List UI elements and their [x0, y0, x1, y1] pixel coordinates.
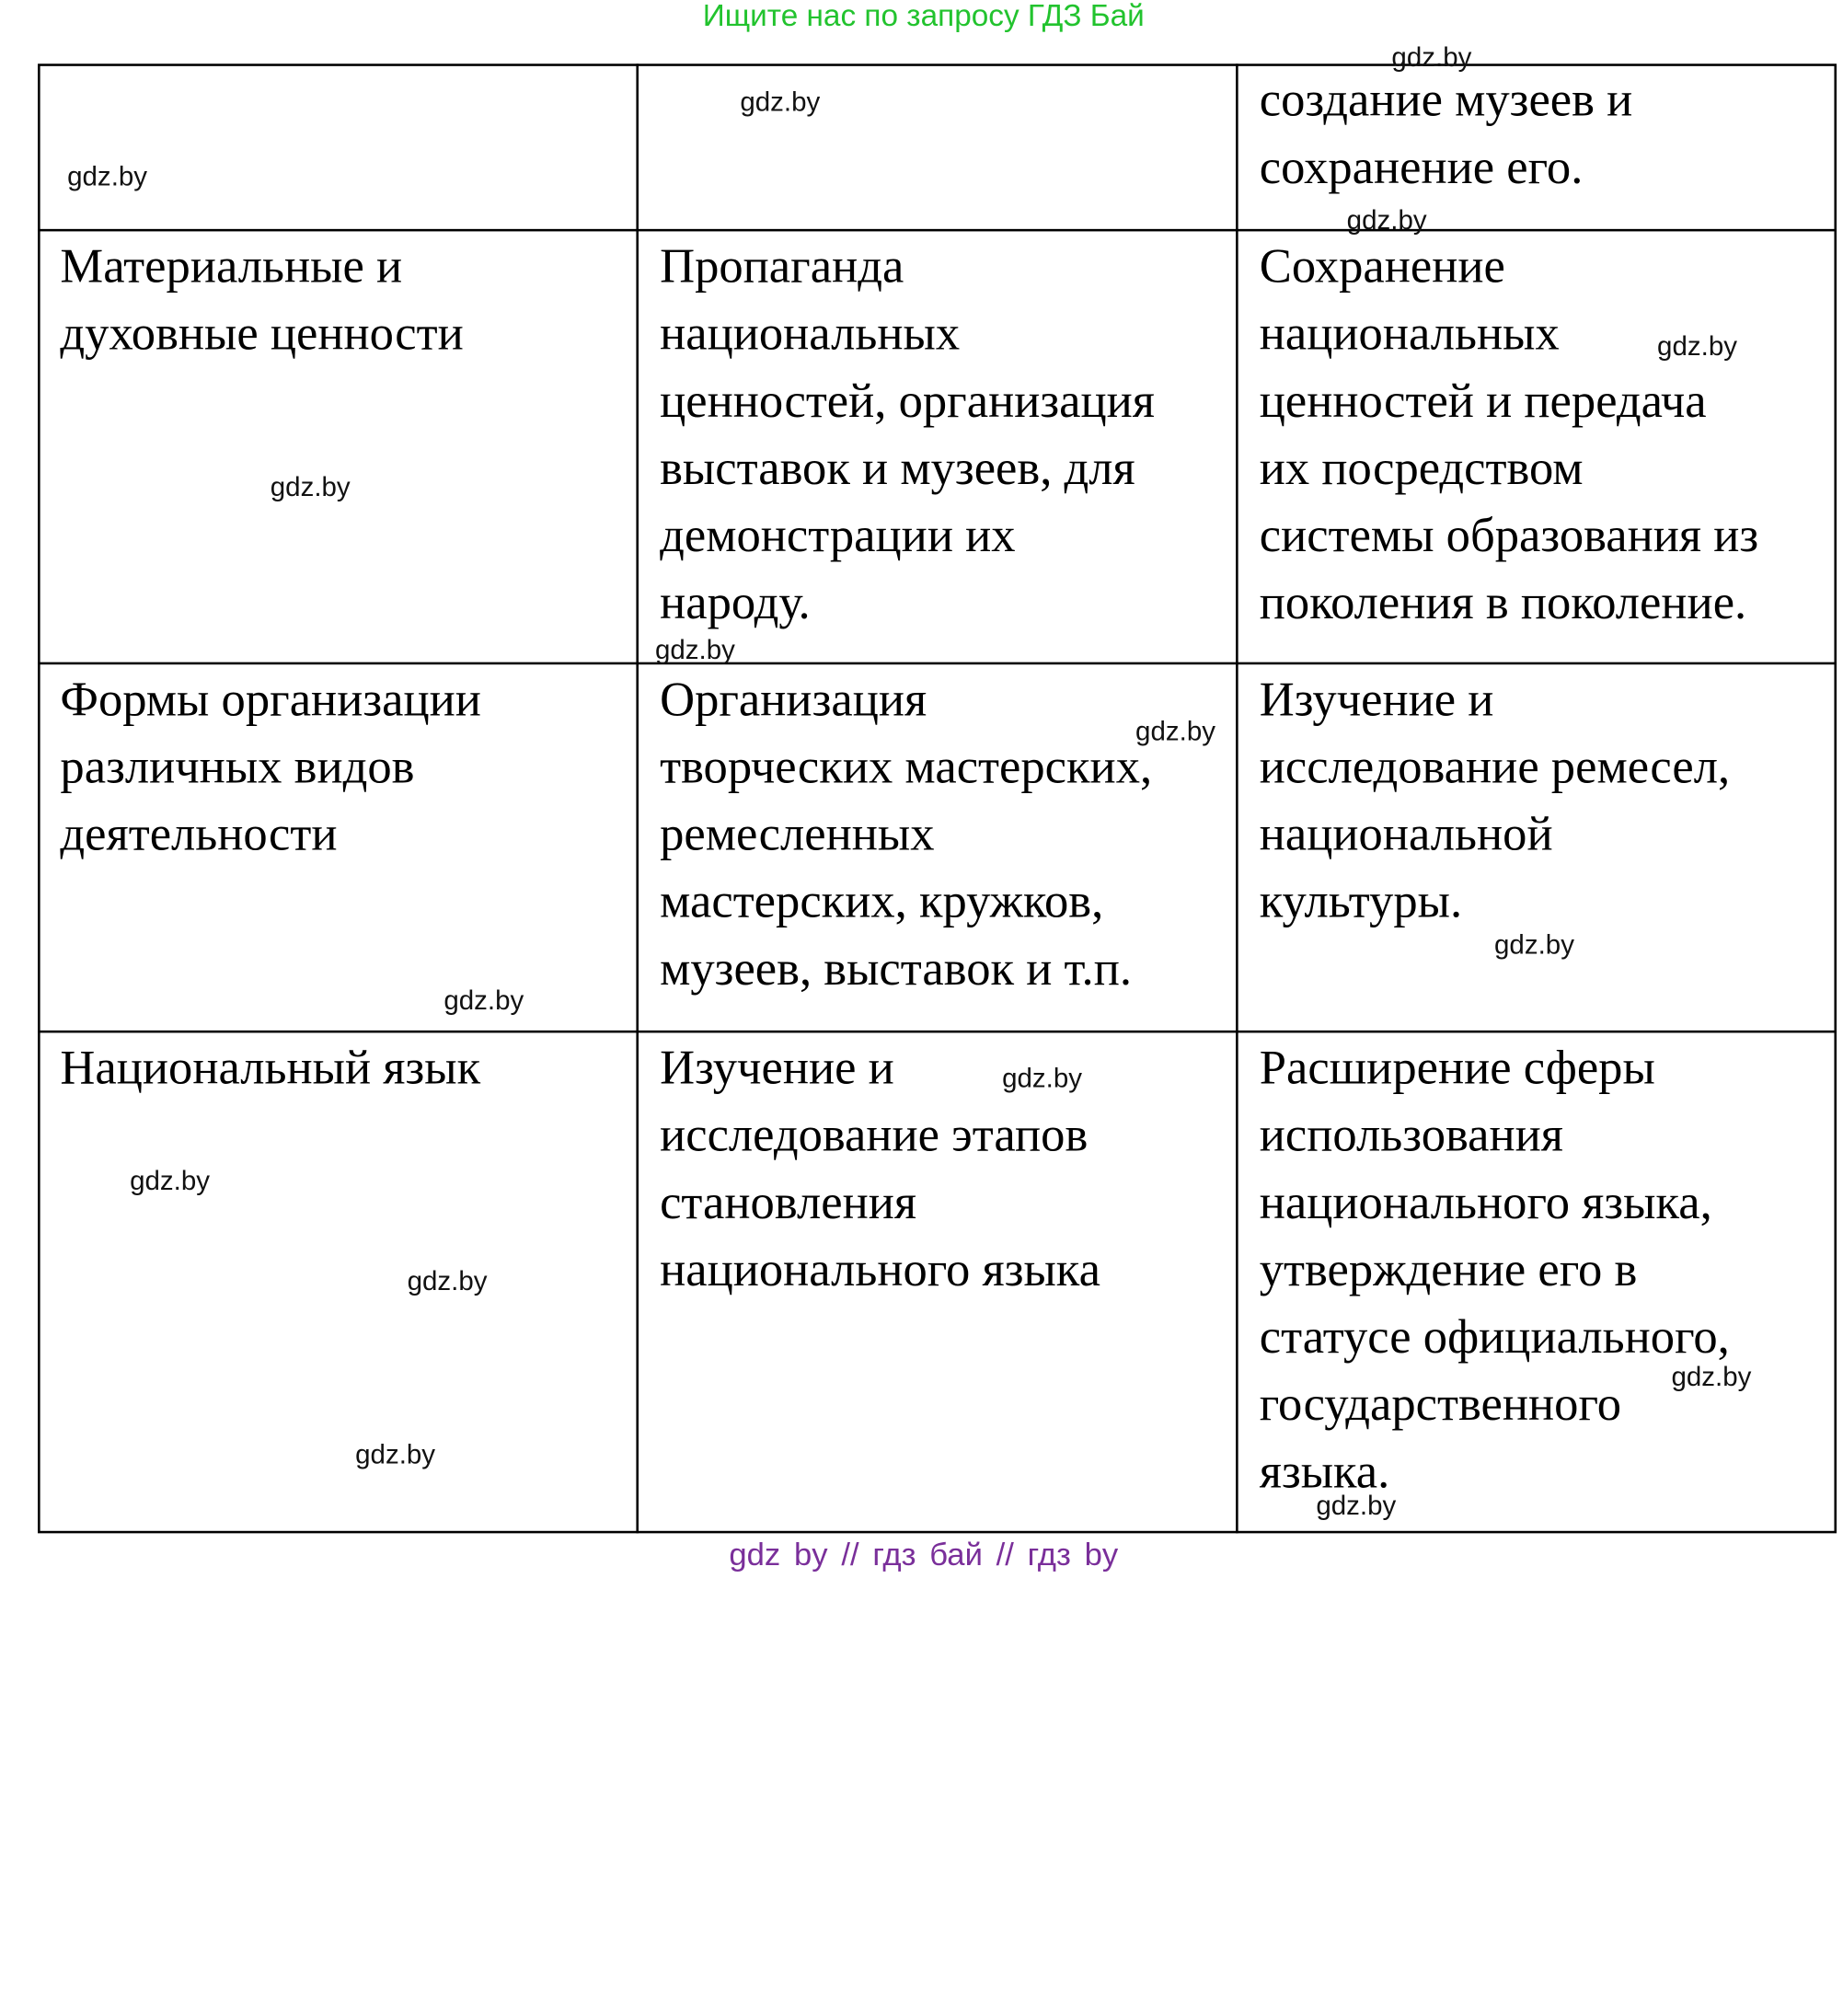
bottom-banner[interactable]: gdz by // гдз бай // гдз by	[729, 1537, 1119, 1572]
table-cell-r2-c3: Сохранение национальных ценностей и передача их посредством системы образования из поколения в поколение.	[1259, 238, 1759, 629]
watermark: gdz.by	[67, 160, 148, 191]
watermark: gdz.by	[1002, 1062, 1083, 1093]
column-divider-1	[636, 63, 639, 1533]
watermark: gdz.by	[407, 1265, 488, 1296]
top-banner[interactable]: Ищите нас по запросу ГДЗ Бай	[702, 0, 1145, 33]
watermark: gdz.by	[654, 633, 735, 665]
table-cell-r4-c1: Национальный язык	[60, 1040, 481, 1095]
watermark: gdz.by	[355, 1438, 436, 1470]
watermark: gdz.by	[443, 984, 524, 1016]
watermark: gdz.by	[1316, 1489, 1397, 1521]
table-cell-r2-c2: Пропаганда национальных ценностей, организация выставок и музеев, для демонстрации их народу.	[660, 238, 1156, 629]
table-cell-r2-c1: Материальные и духовные ценности	[60, 238, 464, 361]
row-divider-1	[38, 229, 1837, 232]
watermark: gdz.by	[1494, 928, 1574, 960]
watermark: gdz.by	[1391, 40, 1472, 73]
table-cell-r3-c1: Формы организации различных видов деятельности	[60, 671, 481, 861]
table-cell-r3-c3: Изучение и исследование ремесел, национальной культуры.	[1259, 671, 1731, 928]
row-divider-3	[38, 1031, 1837, 1033]
table-cell-r3-c2: Организация творческих мастерских, ремесленных мастерских, кружков, музеев, выставок и т.п.	[660, 671, 1153, 996]
table-cell-r4-c3: Расширение сферы использования национального языка, утверждение его в статусе официального, государственного языка.	[1259, 1040, 1730, 1498]
watermark: gdz.by	[1135, 715, 1215, 746]
watermark: gdz.by	[130, 1165, 211, 1196]
watermark: gdz.by	[1671, 1361, 1752, 1392]
table-cell-r4-c2: Изучение и исследование этапов становления национального языка	[660, 1040, 1100, 1296]
row-divider-2	[38, 662, 1837, 665]
watermark: gdz.by	[1346, 203, 1427, 236]
column-divider-2	[1236, 63, 1238, 1533]
table-cell-r1-c3: создание музеев и сохранение его.	[1259, 72, 1633, 194]
watermark: gdz.by	[1657, 330, 1737, 362]
watermark: gdz.by	[270, 470, 351, 502]
watermark: gdz.by	[740, 86, 821, 117]
